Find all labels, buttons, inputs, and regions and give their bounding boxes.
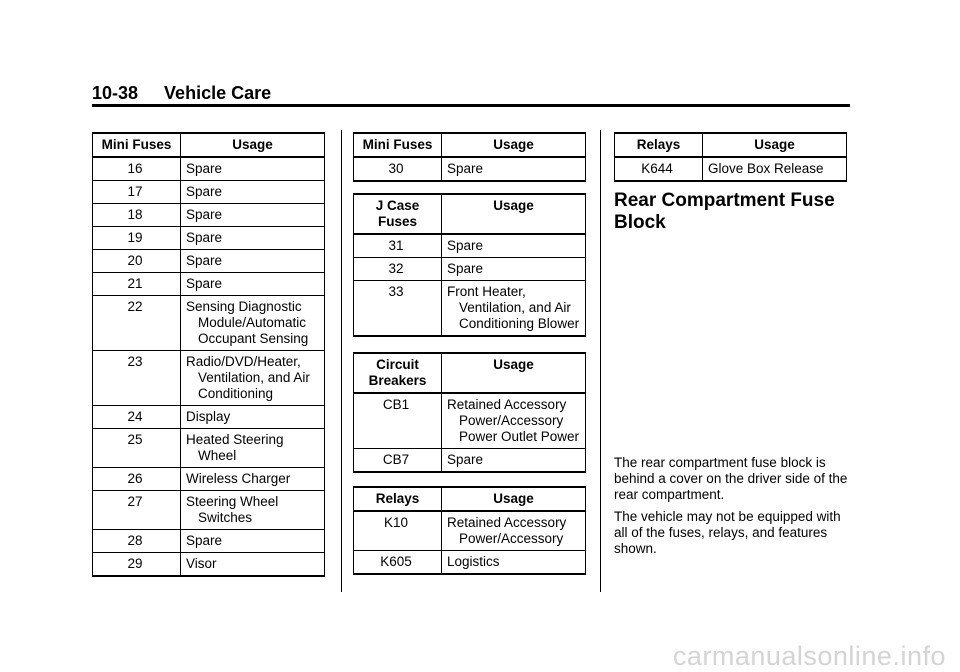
usage-cell bbox=[181, 273, 325, 296]
column-header: Usage bbox=[442, 194, 586, 234]
usage-text: Glove Box Release bbox=[708, 161, 824, 176]
table-row bbox=[93, 530, 325, 553]
usage-text: Steering Wheel Switches bbox=[186, 494, 279, 525]
table-row bbox=[93, 406, 325, 429]
fuse-id-cell: 21 bbox=[93, 273, 181, 296]
table-row bbox=[93, 468, 325, 491]
usage-cell bbox=[181, 296, 325, 351]
column-header: Usage bbox=[442, 487, 586, 511]
usage-text: Spare bbox=[186, 276, 223, 291]
usage-cell bbox=[442, 157, 586, 181]
circuit-breakers-table bbox=[353, 352, 586, 473]
usage-text: Spare bbox=[186, 533, 223, 548]
mini-fuses-table bbox=[353, 132, 586, 182]
usage-cell bbox=[703, 157, 847, 181]
column-divider bbox=[600, 130, 601, 592]
table-row bbox=[93, 491, 325, 530]
fuse-id-cell: K10 bbox=[354, 511, 442, 551]
fuse-id-cell: K644 bbox=[615, 157, 703, 181]
table-row bbox=[354, 551, 586, 575]
usage-cell bbox=[181, 406, 325, 429]
usage-text: Radio/DVD/Heater, Ventilation, and Air Conditioning bbox=[186, 354, 310, 401]
usage-text: Spare bbox=[186, 207, 223, 222]
usage-cell bbox=[442, 234, 586, 258]
usage-text: Spare bbox=[447, 452, 484, 467]
table-row bbox=[354, 258, 586, 281]
table-row bbox=[615, 157, 847, 181]
body-paragraph: The vehicle may not be equipped with all of the fuses, relays, and features shown. bbox=[614, 509, 841, 556]
fuse-id-cell: 24 bbox=[93, 406, 181, 429]
usage-cell bbox=[181, 530, 325, 553]
usage-text: Sensing Diagnostic Module/Automatic Occupant Sensing bbox=[186, 299, 309, 346]
table-row bbox=[354, 281, 586, 337]
column-header: Mini Fuses bbox=[354, 133, 442, 157]
table-row bbox=[354, 234, 586, 258]
page-section-title: Vehicle Care bbox=[164, 83, 272, 103]
usage-cell bbox=[181, 553, 325, 577]
column-header: Relays bbox=[354, 487, 442, 511]
table-row bbox=[93, 429, 325, 468]
section-title: Rear Compartment Fuse Block bbox=[614, 190, 835, 233]
usage-cell bbox=[442, 449, 586, 473]
fuse-id-cell: 19 bbox=[93, 227, 181, 250]
usage-cell bbox=[442, 393, 586, 449]
header-rule bbox=[92, 104, 850, 107]
fuse-id-cell: 16 bbox=[93, 157, 181, 181]
fuse-id-cell: 31 bbox=[354, 234, 442, 258]
table-row bbox=[93, 157, 325, 181]
fuse-id-cell: CB7 bbox=[354, 449, 442, 473]
usage-text: Spare bbox=[447, 161, 484, 176]
column-header: Usage bbox=[442, 133, 586, 157]
fuse-id-cell: 23 bbox=[93, 351, 181, 406]
fuse-id-cell: 17 bbox=[93, 181, 181, 204]
column-header: Usage bbox=[181, 133, 325, 157]
fuse-id-cell: CB1 bbox=[354, 393, 442, 449]
usage-cell bbox=[181, 468, 325, 491]
table-row bbox=[93, 351, 325, 406]
usage-text: Spare bbox=[186, 184, 223, 199]
usage-cell bbox=[181, 351, 325, 406]
table-row bbox=[93, 181, 325, 204]
usage-cell bbox=[442, 258, 586, 281]
table-row bbox=[93, 250, 325, 273]
fuse-id-cell: 25 bbox=[93, 429, 181, 468]
usage-cell bbox=[181, 204, 325, 227]
usage-cell bbox=[181, 157, 325, 181]
usage-cell bbox=[442, 551, 586, 575]
table-row bbox=[354, 157, 586, 181]
fuse-id-cell: 32 bbox=[354, 258, 442, 281]
watermark-text: carmanualsonline.info bbox=[672, 641, 946, 671]
usage-text: Display bbox=[186, 409, 231, 424]
usage-text: Spare bbox=[447, 261, 484, 276]
usage-cell bbox=[181, 227, 325, 250]
usage-text: Front Heater, Ventilation, and Air Conditioning Blower bbox=[447, 284, 580, 331]
page-header bbox=[92, 80, 271, 106]
relays-table bbox=[614, 132, 847, 182]
fuse-id-cell: 18 bbox=[93, 204, 181, 227]
table-row bbox=[93, 204, 325, 227]
usage-text: Spare bbox=[186, 161, 223, 176]
usage-text: Wireless Charger bbox=[186, 471, 291, 486]
usage-text: Visor bbox=[186, 556, 217, 571]
usage-cell bbox=[181, 429, 325, 468]
mini-fuses-table bbox=[92, 132, 325, 577]
usage-text: Spare bbox=[186, 230, 223, 245]
table-header-row bbox=[354, 133, 586, 157]
relays-table bbox=[353, 486, 586, 575]
table-header-row bbox=[93, 133, 325, 157]
column-divider bbox=[341, 130, 342, 592]
fuse-id-cell: 30 bbox=[354, 157, 442, 181]
table-header-row bbox=[354, 353, 586, 393]
table-row bbox=[93, 296, 325, 351]
fuse-id-cell: K605 bbox=[354, 551, 442, 575]
fuse-id-cell: 26 bbox=[93, 468, 181, 491]
table-header-row bbox=[354, 194, 586, 234]
table-row bbox=[93, 553, 325, 577]
table-row bbox=[93, 273, 325, 296]
j-case-fuses-table bbox=[353, 193, 586, 337]
usage-cell bbox=[181, 181, 325, 204]
column-header: Relays bbox=[615, 133, 703, 157]
usage-text: Spare bbox=[447, 238, 484, 253]
usage-text: Heated Steering Wheel bbox=[186, 432, 284, 463]
usage-cell bbox=[181, 250, 325, 273]
usage-cell bbox=[442, 281, 586, 337]
table-row bbox=[354, 511, 586, 551]
body-paragraph: The rear compartment fuse block is behind a cover on the driver side of the rear compartment. bbox=[614, 455, 848, 502]
table-header-row bbox=[354, 487, 586, 511]
fuse-id-cell: 27 bbox=[93, 491, 181, 530]
fuse-id-cell: 22 bbox=[93, 296, 181, 351]
table-row bbox=[93, 227, 325, 250]
fuse-id-cell: 29 bbox=[93, 553, 181, 577]
table-row bbox=[354, 393, 586, 449]
column-header: J Case Fuses bbox=[354, 194, 442, 234]
fuse-id-cell: 28 bbox=[93, 530, 181, 553]
usage-text: Retained Accessory Power/Accessory bbox=[447, 515, 567, 546]
column-header: Circuit Breakers bbox=[354, 353, 442, 393]
column-header: Usage bbox=[442, 353, 586, 393]
fuse-id-cell: 33 bbox=[354, 281, 442, 337]
column-header: Usage bbox=[703, 133, 847, 157]
table-row bbox=[354, 449, 586, 473]
usage-cell bbox=[181, 491, 325, 530]
table-header-row bbox=[615, 133, 847, 157]
usage-text: Logistics bbox=[447, 554, 500, 569]
column-header: Mini Fuses bbox=[93, 133, 181, 157]
usage-text: Retained Accessory Power/Accessory Power Outlet Power bbox=[447, 397, 580, 444]
usage-cell bbox=[442, 511, 586, 551]
fuse-id-cell: 20 bbox=[93, 250, 181, 273]
page-number: 10-38 bbox=[92, 83, 139, 103]
usage-text: Spare bbox=[186, 253, 223, 268]
